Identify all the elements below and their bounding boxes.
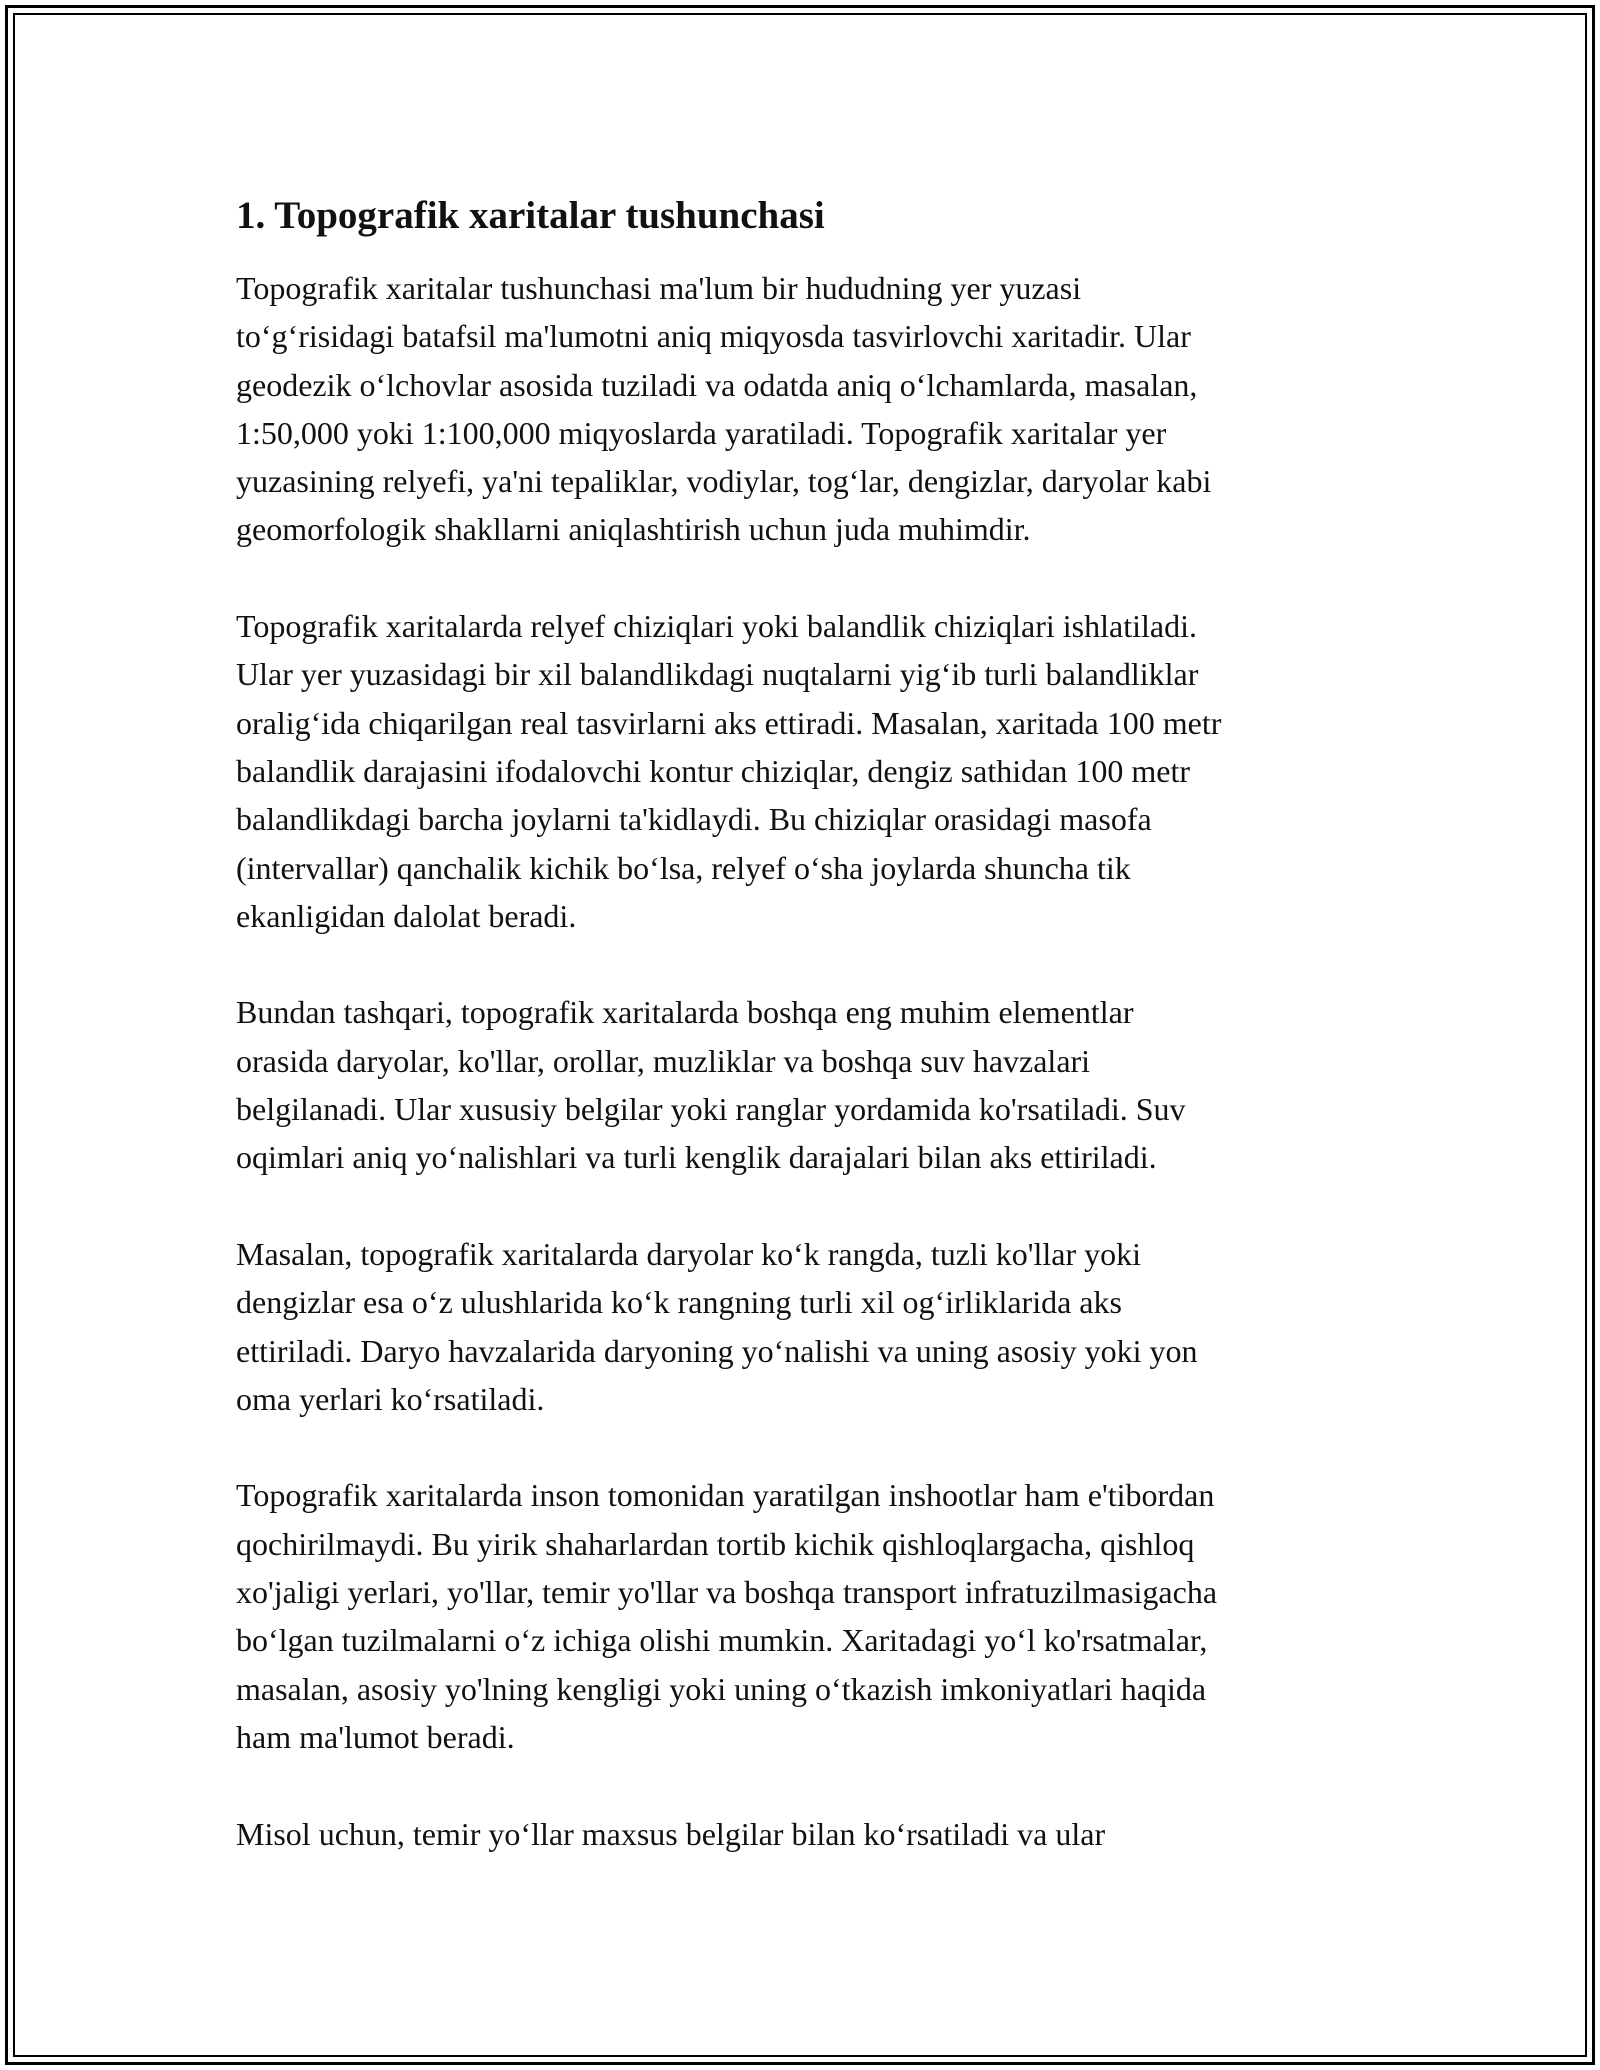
text-line: geodezik o‘lchovlar asosida tuziladi va odatda aniq o‘lchamlarda, masalan, [236,366,1198,403]
text-line: Topografik xaritalarda inson tomonidan yaratilgan inshootlar ham e'tibordan [236,1477,1215,1514]
text-line: Ular yer yuzasidagi bir xil balandlikdagi nuqtalarni yig‘ib turli balandliklar [236,656,1199,693]
text-line: Bundan tashqari, topografik xaritalarda boshqa eng muhim elementlar [236,994,1134,1031]
paragraph-3 [236,988,1376,1181]
text-line: oralig‘ida chiqarilgan real tasvirlarni aks ettiradi. Masalan, xaritada 100 metr [236,704,1222,741]
text-line: Misol uchun, temir yo‘llar maxsus belgilar bilan ko‘rsatiladi va ular [236,1815,1106,1852]
section-heading: 1. Topografik xaritalar tushunchasi [236,194,825,237]
text-line: balandlik darajasini ifodalovchi kontur chiziqlar, dengiz sathidan 100 metr [236,752,1190,789]
text-line: bo‘lgan tuzilmalarni o‘z ichiga olishi mumkin. Xaritadagi yo‘l ko'rsatmalar, [236,1622,1208,1659]
text-line: belgilanadi. Ular xususiy belgilar yoki ranglar yordamida ko'rsatiladi. Suv [236,1091,1186,1128]
text-line: to‘g‘risidagi batafsil ma'lumotni aniq miqyosda tasvirlovchi xaritadir. Ular [236,318,1191,355]
paragraph-spacer [236,1423,1376,1471]
text-line: qochirilmaydi. Bu yirik shaharlardan tortib kichik qishloqlargacha, qishloq [236,1525,1195,1562]
text-line: dengizlar esa o‘z ulushlarida ko‘k rangning turli xil og‘irliklarida aks [236,1284,1122,1321]
text-line: ekanligidan dalolat beradi. [236,897,577,934]
text-line: oqimlari aniq yo‘nalishlari va turli kenglik darajalari bilan aks ettiriladi. [236,1139,1157,1176]
text-line: geomorfologik shakllarni aniqlashtirish uchun juda muhimdir. [236,511,1031,548]
document-body [236,190,1376,1858]
paragraph-spacer [236,940,1376,988]
text-line: oma yerlari ko‘rsatiladi. [236,1380,545,1417]
paragraph-1 [236,264,1376,554]
text-line: masalan, asosiy yo'lning kengligi yoki uning o‘tkazish imkoniyatlari haqida [236,1670,1207,1707]
text-line: yuzasining relyefi, ya'ni tepaliklar, vodiylar, tog‘lar, dengizlar, daryolar kabi [236,463,1212,500]
text-line: Topografik xaritalar tushunchasi ma'lum bir hududning yer yuzasi [236,270,1082,306]
paragraph-spacer [236,554,1376,602]
text-line: Topografik xaritalarda relyef chiziqlari yoki balandlik chiziqlari ishlatiladi. [236,608,1197,645]
text-line: ettiriladi. Daryo havzalarida daryoning yo‘nalishi va uning asosiy yoki yon [236,1332,1198,1369]
paragraph-2 [236,602,1376,940]
paragraph-spacer [236,1182,1376,1230]
text-line: xo'jaligi yerlari, yo'llar, temir yo'llar va boshqa transport infratuzilmasigacha [236,1574,1218,1611]
text-line: (intervallar) qanchalik kichik bo‘lsa, relyef o‘sha joylarda shuncha tik [236,849,1131,886]
text-line: Masalan, topografik xaritalarda daryolar ko‘k rangda, tuzli ko'llar yoki [236,1235,1141,1272]
paragraph-6 [236,1810,1376,1858]
paragraph-4 [236,1230,1376,1423]
text-line: ham ma'lumot beradi. [236,1718,515,1755]
text-line: 1:50,000 yoki 1:100,000 miqyoslarda yaratiladi. Topografik xaritalar yer [236,414,1167,451]
paragraph-5 [236,1471,1376,1761]
text-line: orasida daryolar, ko'llar, orollar, muzliklar va boshqa suv havzalari [236,1042,1091,1079]
paragraph-spacer [236,1761,1376,1809]
text-line: balandlikdagi barcha joylarni ta'kidlaydi. Bu chiziqlar orasidagi masofa [236,801,1152,838]
